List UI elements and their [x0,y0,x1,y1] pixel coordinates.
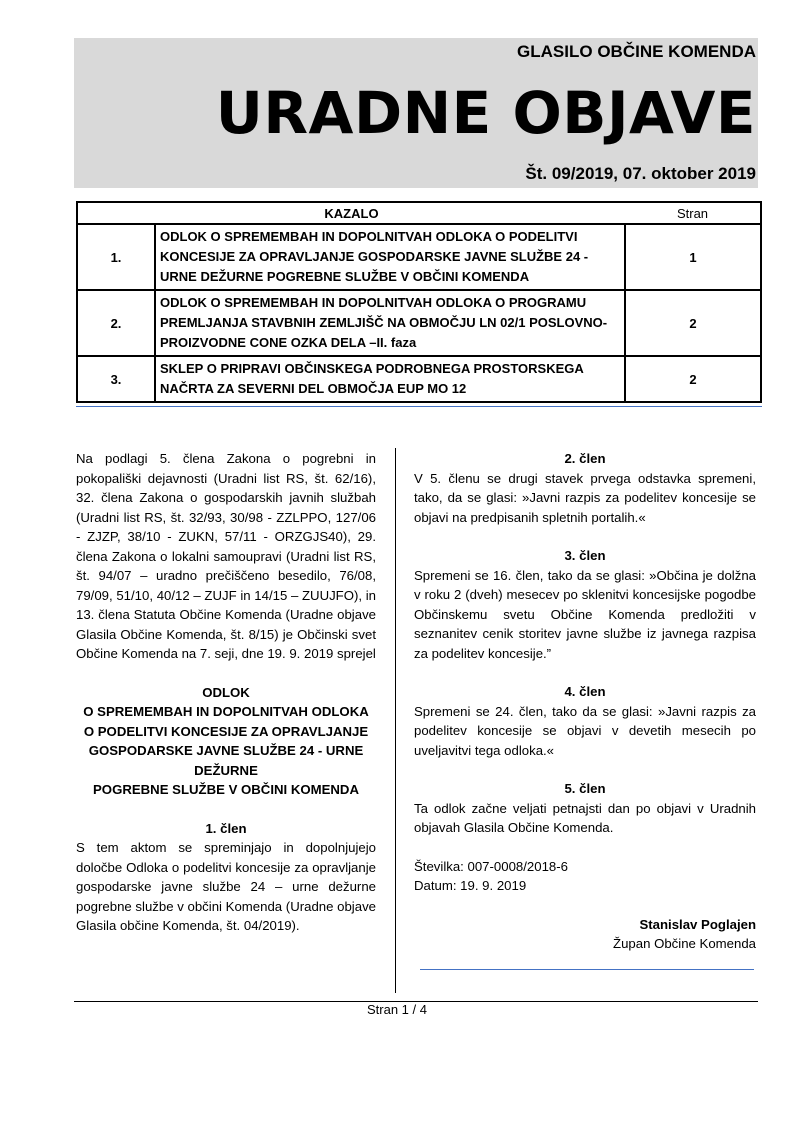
toc-row-page: 1 [625,224,761,290]
signer-name: Stanislav Poglajen [639,916,756,932]
publication-name: GLASILO OBČINE KOMENDA [517,42,756,61]
column-divider [395,448,396,993]
decree-title-line: ODLOK [202,684,250,700]
toc-row[interactable] [77,290,761,356]
article-4-heading: 4. člen [564,684,606,699]
toc-row-title[interactable] [155,290,625,356]
table-of-contents [76,201,762,403]
left-column [76,449,376,936]
article-4-text: Spremeni se 24. člen, tako da se glasi: »Javni razpis za podelitev koncesije se objavi v devetih mesecih po uveljavitvi tega odloka.« [414,703,756,758]
toc-row-number: 3. [77,356,155,402]
publication-title: URADNE OBJAVE [215,79,756,147]
toc-row-title[interactable] [155,224,625,290]
toc-row-number: 1. [77,224,155,290]
decree-title-line: O SPREMEMBAH IN DOPOLNITVAH ODLOKA [83,704,369,719]
decree-title-line: O PODELITVI KONCESIJE ZA OPRAVLJANJE [83,723,369,739]
toc-row-title-line: URNE DEŽURNE POGREBNE SLUŽBE V OBČINI KOMENDA [160,269,530,284]
decree-title-line: GOSPODARSKE JAVNE SLUŽBE 24 - URNE [88,743,364,758]
toc-row-title-line: ODLOK O SPREMEMBAH IN DOPOLNITVAH ODLOKA O PROGRAMU [160,295,587,310]
document-date: Datum: 19. 9. 2019 [414,878,527,893]
toc-row-number: 2. [77,290,155,356]
toc-page-heading: Stran [625,202,761,224]
article-3-heading: 3. člen [564,548,606,563]
decree-title-line: POGREBNE SLUŽBE V OBČINI KOMENDA [93,782,359,797]
page-number: Stran 1 / 4 [367,1002,427,1017]
toc-row-title[interactable] [155,356,625,402]
toc-row[interactable] [77,356,761,402]
toc-row-title-line: SKLEP O PRIPRAVI OBČINSKEGA PODROBNEGA PROSTORSKEGA [160,361,584,376]
article-5-heading: 5. člen [564,781,606,796]
decree-title [76,683,376,800]
toc-row-title-line: PREMLJANJA STAVBNIH ZEMLJIŠČ NA OBMOČJU LN 02/1 POSLOVNO- [160,315,608,330]
signature-underline [420,969,754,970]
article-2-heading: 2. člen [564,451,606,466]
toc-row-title-line: ODLOK O SPREMEMBAH IN DOPOLNITVAH ODLOKA O PODELITVI [160,229,578,244]
article-3-text: Spremeni se 16. člen, tako da se glasi: »Občina je dolžna v roku 2 (dveh) mesecev po sklenitvi koncesijske pogodbe Občinskemu svetu Občine Komenda predložiti v seznanitev cenik storitev javne službe iz javnega razpisa za podelitev koncesije.” [414,567,756,661]
toc-header-row [77,202,761,224]
decree-title-line: DEŽURNE [194,762,258,778]
preamble-text: Na podlagi 5. člena Zakona o pogrebni in pokopališki dejavnosti (Uradni list RS, št. 62/16), 32. člena Zakona o gospodarskih javnih službah (Uradni list RS, št. 32/93, 30/98 - ZZLPPO, 127/06 - ZJZP, 38/10 - ZUKN, 57/11 - ORZGJS40), 29. člena Zakona o lokalni samoupravi (Uradni list RS, št. 94/07 – uradno prečiščeno besedilo, 76/08, 79/09, 51/10, 40/12 – ZUJF in 14/15 – ZUUJFO), in 13. člena Statuta Občine Komenda (Uradne objave Glasila Občine Komenda, št. 8/15) je Občinski svet Občine Komenda na 7. seji, dne 19. 9. 2019 sprejel [76,451,376,661]
toc-row-title-line: PROIZVODNE CONE OZKA DELA –II. faza [160,335,417,350]
toc-row[interactable] [77,224,761,290]
document-number: Številka: 007-0008/2018-6 [414,858,568,874]
section-divider [76,406,762,407]
signer-role: Župan Občine Komenda [613,936,756,951]
right-column [414,449,756,954]
issue-number: Št. 09/2019, 07. oktober 2019 [525,164,756,183]
toc-heading: KAZALO [77,202,625,224]
masthead [74,38,758,188]
article-1-text: S tem aktom se spreminjajo in dopolnjujejo določbe Odloka o podelitvi koncesije za opravljanje gospodarske javne službe 24 – urne dežurne pogrebne službe v občini Komenda (Uradne objave Glasila občine Komenda, št. 04/2019). [76,840,376,933]
toc-row-page: 2 [625,356,761,402]
article-5-text: Ta odlok začne veljati petnajsti dan po objavi v Uradnih objavah Glasila Občine Komenda. [414,800,756,835]
toc-row-page: 2 [625,290,761,356]
article-1-heading: 1. člen [205,820,247,836]
toc-row-title-line: NAČRTA ZA SEVERNI DEL OBMOČJA EUP MO 12 [160,381,467,396]
toc-row-title-line: KONCESIJE ZA OPRAVLJANJE GOSPODARSKE JAVNE SLUŽBE 24 - [160,249,589,264]
article-2-text: V 5. členu se drugi stavek prvega odstavka spremeni, tako, da se glasi: »Javni razpis za podelitev koncesije se objavi na predpisanih spletnih portalih.« [414,470,756,525]
